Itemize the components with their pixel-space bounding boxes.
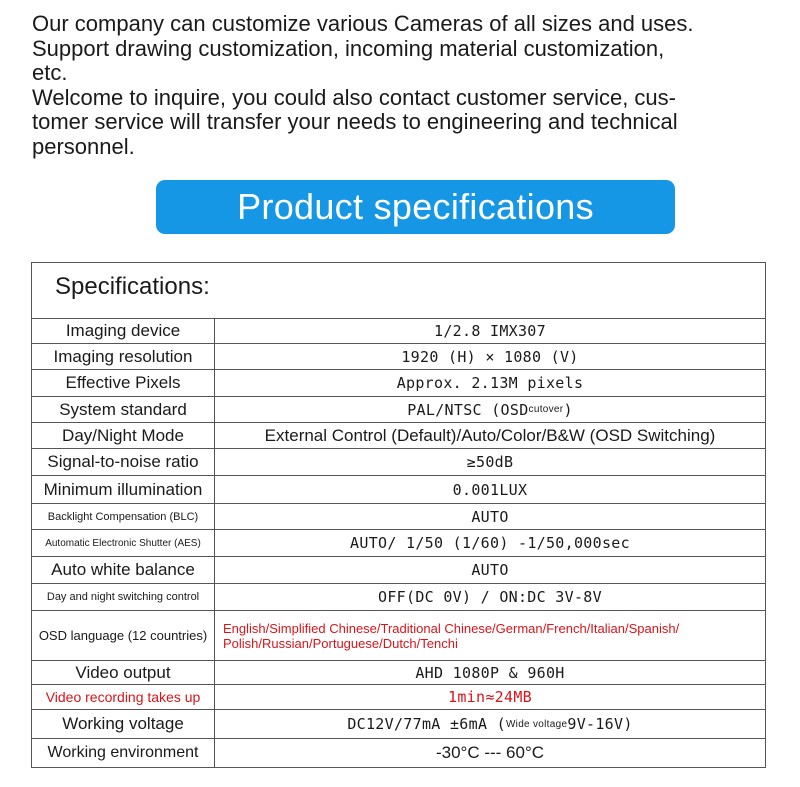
row-value: AUTO (471, 561, 509, 579)
value-note: Wide voltage (505, 718, 568, 730)
table-row (32, 710, 765, 739)
row-label: Auto white balance (32, 557, 215, 583)
table-row (32, 504, 765, 530)
intro-line: Our company can customize various Cameras of all sizes and uses. (32, 11, 694, 36)
row-value (215, 710, 765, 738)
row-label: Imaging device (32, 319, 215, 343)
row-label: OSD language (12 countries) (32, 611, 215, 660)
intro-text (32, 12, 782, 159)
table-row (32, 685, 765, 710)
table-row (32, 344, 765, 370)
value-end: 9V-16V) (567, 715, 633, 733)
row-value: English/Simplified Chinese/Traditional Chinese/German/French/Italian/Spanish/ Polish/Russian/Portuguese/Dutch/Tenchi (223, 620, 680, 651)
row-value: 1920 (H) × 1080 (V) (401, 347, 579, 366)
table-row (32, 584, 765, 611)
row-label: Working voltage (32, 710, 215, 738)
row-value: OFF(DC 0V) / ON:DC 3V-8V (378, 588, 602, 606)
row-label: Minimum illumination (32, 476, 215, 503)
value-note: cutover (528, 404, 564, 415)
row-value: -30°C --- 60°C (435, 743, 545, 762)
row-label: Working environment (32, 739, 215, 767)
row-label: Automatic Electronic Shutter (AES) (32, 530, 215, 556)
table-row (32, 319, 765, 344)
table-row (32, 423, 765, 449)
table-row (32, 397, 765, 423)
product-specifications-banner (156, 180, 675, 234)
table-row (32, 449, 765, 476)
row-value: External Control (Default)/Auto/Color/B&W (OSD Switching) (264, 425, 716, 445)
value-end: ) (563, 400, 573, 419)
table-row (32, 661, 765, 685)
row-value: ≥50dB (466, 453, 514, 471)
row-value: 0.001LUX (452, 480, 528, 499)
intro-line: etc. (32, 60, 68, 85)
intro-line: tomer service will transfer your needs to engineering and technical (32, 109, 678, 134)
row-label: Effective Pixels (32, 370, 215, 396)
row-value (215, 397, 765, 422)
row-value: 1min≈24MB (448, 688, 532, 706)
row-label: Video output (32, 661, 215, 684)
intro-line: Support drawing customization, incoming material customization, (32, 35, 665, 61)
row-value: Approx. 2.13M pixels (396, 374, 584, 392)
specifications-heading: Specifications: (32, 263, 765, 319)
row-label: System standard (32, 397, 215, 422)
table-row (32, 370, 765, 397)
table-row (32, 611, 765, 661)
table-row (32, 476, 765, 504)
row-label: Day/Night Mode (32, 423, 215, 448)
row-label: Imaging resolution (32, 344, 215, 369)
table-row (32, 530, 765, 557)
value-main: DC12V/77mA ±6mA ( (347, 715, 506, 733)
row-value: 1/2.8 IMX307 (434, 322, 546, 340)
row-label: Backlight Compensation (BLC) (32, 504, 215, 529)
value-main: PAL/NTSC (OSD (407, 400, 529, 419)
banner-title: Product specifications (237, 186, 594, 227)
row-label: Day and night switching control (32, 584, 215, 610)
row-value: AUTO (471, 507, 509, 526)
row-label: Video recording takes up (32, 685, 215, 709)
table-row (32, 739, 765, 767)
row-value: AHD 1080P & 960H (415, 663, 565, 682)
row-value: AUTO/ 1/50 (1/60) -1/50,000sec (350, 534, 630, 552)
intro-line: personnel. (32, 133, 135, 159)
row-label: Signal-to-noise ratio (32, 449, 215, 475)
specifications-table (31, 262, 766, 768)
table-row (32, 557, 765, 584)
intro-line: Welcome to inquire, you could also contact customer service, cus- (32, 84, 676, 110)
